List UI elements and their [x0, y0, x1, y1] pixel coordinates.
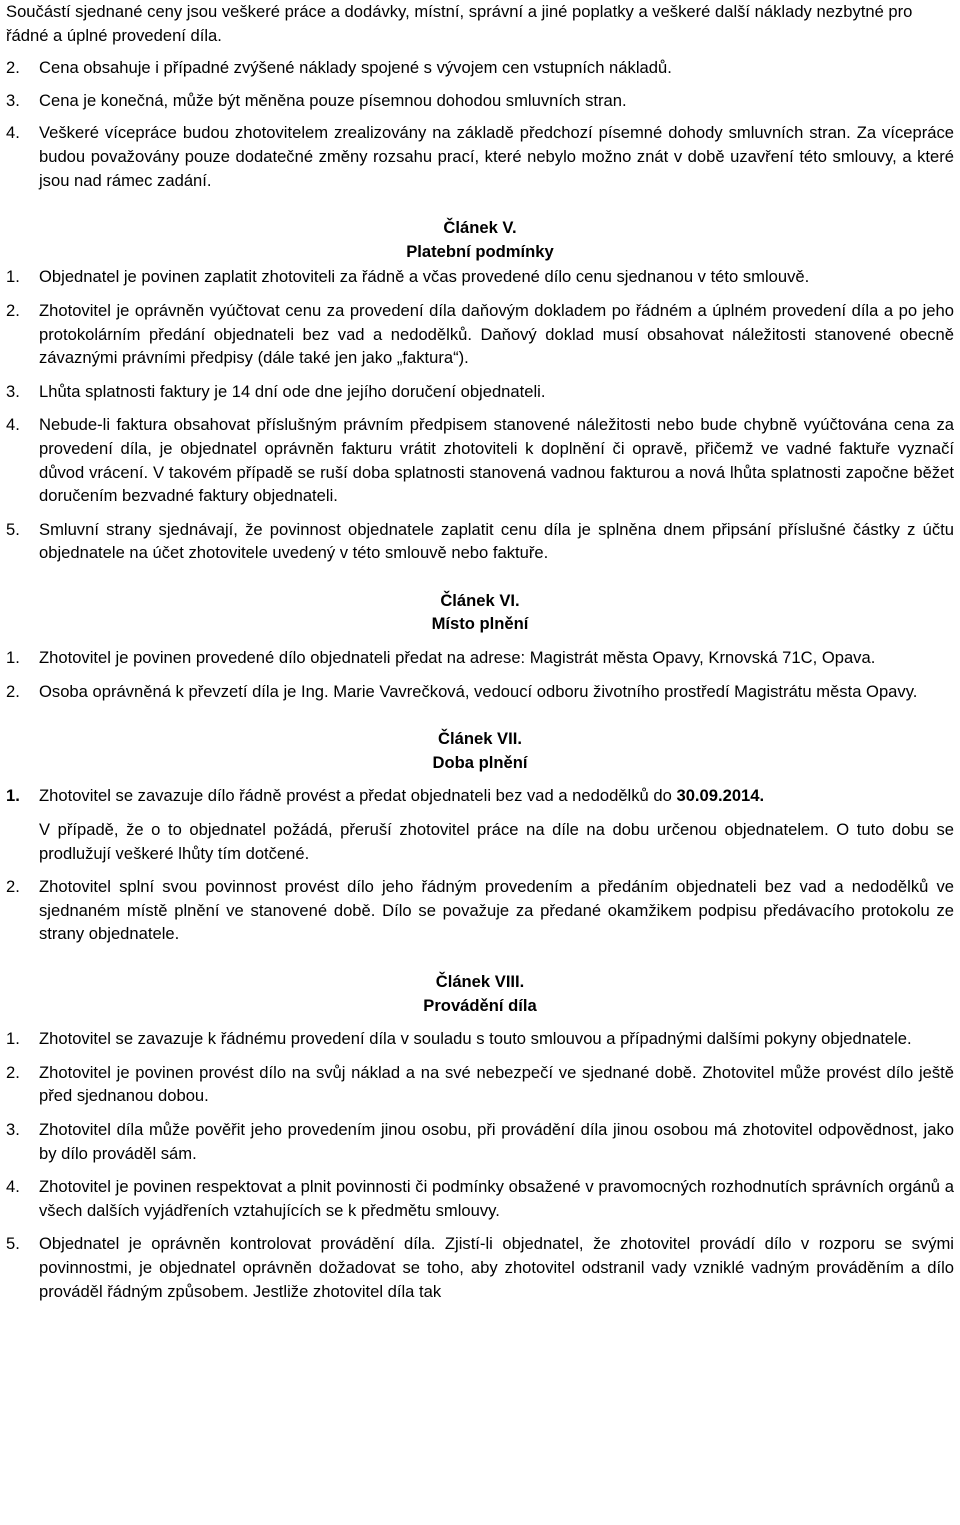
- clause-7-2: [6, 875, 954, 946]
- clause-8-4: [6, 1175, 954, 1222]
- clause-5-2: [6, 299, 954, 370]
- clause-text: Nebude-li faktura obsahovat příslušným právním předpisem stanovené náležitosti nebo bude chybně vyúčtována cena za provedení díla, je objednatel oprávněn fakturu vrátit zhotoviteli k doplnění či opravě, přičemž ve vadné faktuře vyznačí důvod vrácení. V takovém případě se ruší doba splatnosti stanovená vadnou fakturou a nová lhůta splatnosti započne běžet doručením bezvadné faktury objednateli.: [39, 415, 954, 506]
- article-7-subtitle: Doba plnění: [432, 752, 528, 772]
- clause-5-4: [6, 413, 954, 507]
- clause-number: 4.: [6, 1177, 20, 1197]
- clause-text: Smluvní strany sjednávají, že povinnost objednatele zaplatit cenu díla je splněna dnem připsání příslušné částky z účtu objednatele na účet zhotovitele uvedený v této smlouvě nebo faktuře.: [39, 519, 954, 563]
- clause-price-4: [6, 121, 954, 192]
- clause-number: 1.: [6, 267, 20, 287]
- clause-text: Lhůta splatnosti faktury je 14 dní ode dne jejího doručení objednateli.: [39, 381, 546, 401]
- clause-number: 5.: [6, 519, 20, 539]
- clause-text: Zhotovitel je povinen provedené dílo objednateli předat na adrese: Magistrát města Opavy, Krnovská 71C, Opava.: [39, 648, 876, 668]
- clause-number: 4.: [6, 415, 20, 435]
- article-5-title: Článek V.: [443, 218, 517, 238]
- clause-text: Objednatel je oprávněn kontrolovat provádění díla. Zjistí-li objednatel, že zhotovitel provádí dílo v rozporu se svými povinnostmi, je objednatel oprávněn dožadovat se toho, aby zhotovitel odstranil vady vzniklé vadným prováděním a dílo prováděl řádným způsobem. Jestliže zhotovitel díla tak: [39, 1234, 954, 1301]
- clause-7-1: [6, 784, 954, 808]
- article-5-subtitle: Platební podmínky: [406, 241, 554, 261]
- clause-number: 2.: [6, 1062, 20, 1082]
- clause-number: 3.: [6, 381, 20, 401]
- clause-text: Zhotovitel díla může pověřit jeho provedením jinou osobu, při provádění díla jinou osobou má zhotovitel odpovědnost, jako by dílo prováděl sám.: [39, 1119, 954, 1163]
- article-8-title: Článek VIII.: [435, 972, 525, 991]
- clause-price-3: [6, 89, 954, 113]
- clause-8-5: [6, 1232, 954, 1303]
- clause-text: Objednatel je povinen zaplatit zhotoviteli za řádně a včas provedené dílo cenu sjednanou v této smlouvě.: [39, 267, 810, 287]
- clause-6-1: [6, 646, 954, 670]
- clause-6-2: [6, 680, 954, 704]
- clause-8-3: [6, 1118, 954, 1165]
- clause-text: Zhotovitel se zavazuje k řádnému provedení díla v souladu s touto smlouvou a případnými dalšími pokyny objednatele.: [39, 1029, 912, 1049]
- article-6-subtitle: Místo plnění: [431, 614, 529, 634]
- clause-8-1: [6, 1027, 954, 1051]
- paragraph-price-components: Součástí sjednané ceny jsou veškeré práce a dodávky, místní, správní a jiné poplatky a veškeré další náklady nezbytné pro řádné a úplné provedení díla.: [6, 2, 913, 45]
- article-7-title: Článek VII.: [438, 729, 522, 749]
- clause-price-2: [6, 56, 954, 80]
- article-8-subtitle: Provádění díla: [423, 995, 537, 1015]
- clause-text: Zhotovitel je povinen respektovat a plnit povinnosti či podmínky obsažené v pravomocných rozhodnutích správních orgánů a všech dalších vyjádřeních vztahujících se k předmětu smlouvy.: [39, 1177, 954, 1220]
- clause-text: Cena obsahuje i případné zvýšené náklady spojené s vývojem cen vstupních nákladů.: [39, 58, 672, 78]
- clause-text: Veškeré vícepráce budou zhotovitelem zrealizovány na základě předchozí písemné dohody smluvních stran. Za vícepráce budou považovány pouze dodatečné změny rozsahu prací, které nebylo možno znát v době uzavření této smlouvy, a které jsou nad rámec zadání.: [39, 123, 954, 190]
- clause-text: Zhotovitel je oprávněn vyúčtovat cenu za provedení díla daňovým dokladem po řádném a úplném provedení díla a po jeho protokolárním předání objednateli bez vad a nedodělků. Daňový doklad musí obsahovat náležitosti stanovené obecně závaznými právními předpisy (dále také jen jako „faktura“).: [39, 300, 954, 368]
- clause-number: 1.: [6, 1029, 20, 1049]
- clause-text: [39, 784, 954, 808]
- clause-5-3: [6, 380, 954, 404]
- clause-5-1: [6, 265, 954, 289]
- clause-number: 5.: [6, 1234, 20, 1254]
- clause-number: 1.: [6, 648, 20, 668]
- deadline-date: 30.09.2014.: [676, 786, 765, 806]
- clause-number: 2.: [6, 300, 20, 320]
- clause-number: 2.: [6, 877, 20, 897]
- clause-number: 4.: [6, 123, 20, 143]
- clause-text: Zhotovitel je povinen provést dílo na svůj náklad a na své nebezpečí ve sjednané době. Zhotovitel může provést dílo ještě před sjednanou dobou.: [39, 1062, 954, 1106]
- clause-number: 2.: [6, 681, 20, 701]
- clause-text: Osoba oprávněná k převzetí díla je Ing. Marie Vavrečková, vedoucí odboru životního prostředí Magistrátu města Opavy.: [39, 681, 918, 701]
- clause-number: 1.: [6, 786, 20, 806]
- clause-8-2: [6, 1061, 954, 1108]
- clause-7-1-continuation: V případě, že o to objednatel požádá, přeruší zhotovitel práce na díle na dobu určenou objednatelem. O tuto dobu se prodlužují veškeré lhůty tím dotčené.: [39, 820, 954, 863]
- clause-text: Cena je konečná, může být měněna pouze písemnou dohodou smluvních stran.: [39, 90, 627, 110]
- clause-text: Zhotovitel splní svou povinnost provést dílo jeho řádným provedením a předáním objednateli bez vad a nedodělků ve sjednaném místě plnění ve stanovené době. Dílo se považuje za předané okamžikem podpisu předávacího protokolu ze strany objednatele.: [39, 877, 954, 944]
- clause-7-1-text: Zhotovitel se zavazuje dílo řádně provést a předat objednateli bez vad a nedodělků do: [39, 786, 672, 806]
- clause-number: 2.: [6, 58, 20, 78]
- article-6-title: Článek VI.: [440, 590, 520, 610]
- clause-number: 3.: [6, 90, 20, 110]
- clause-number: 3.: [6, 1119, 20, 1139]
- clause-5-5: [6, 518, 954, 565]
